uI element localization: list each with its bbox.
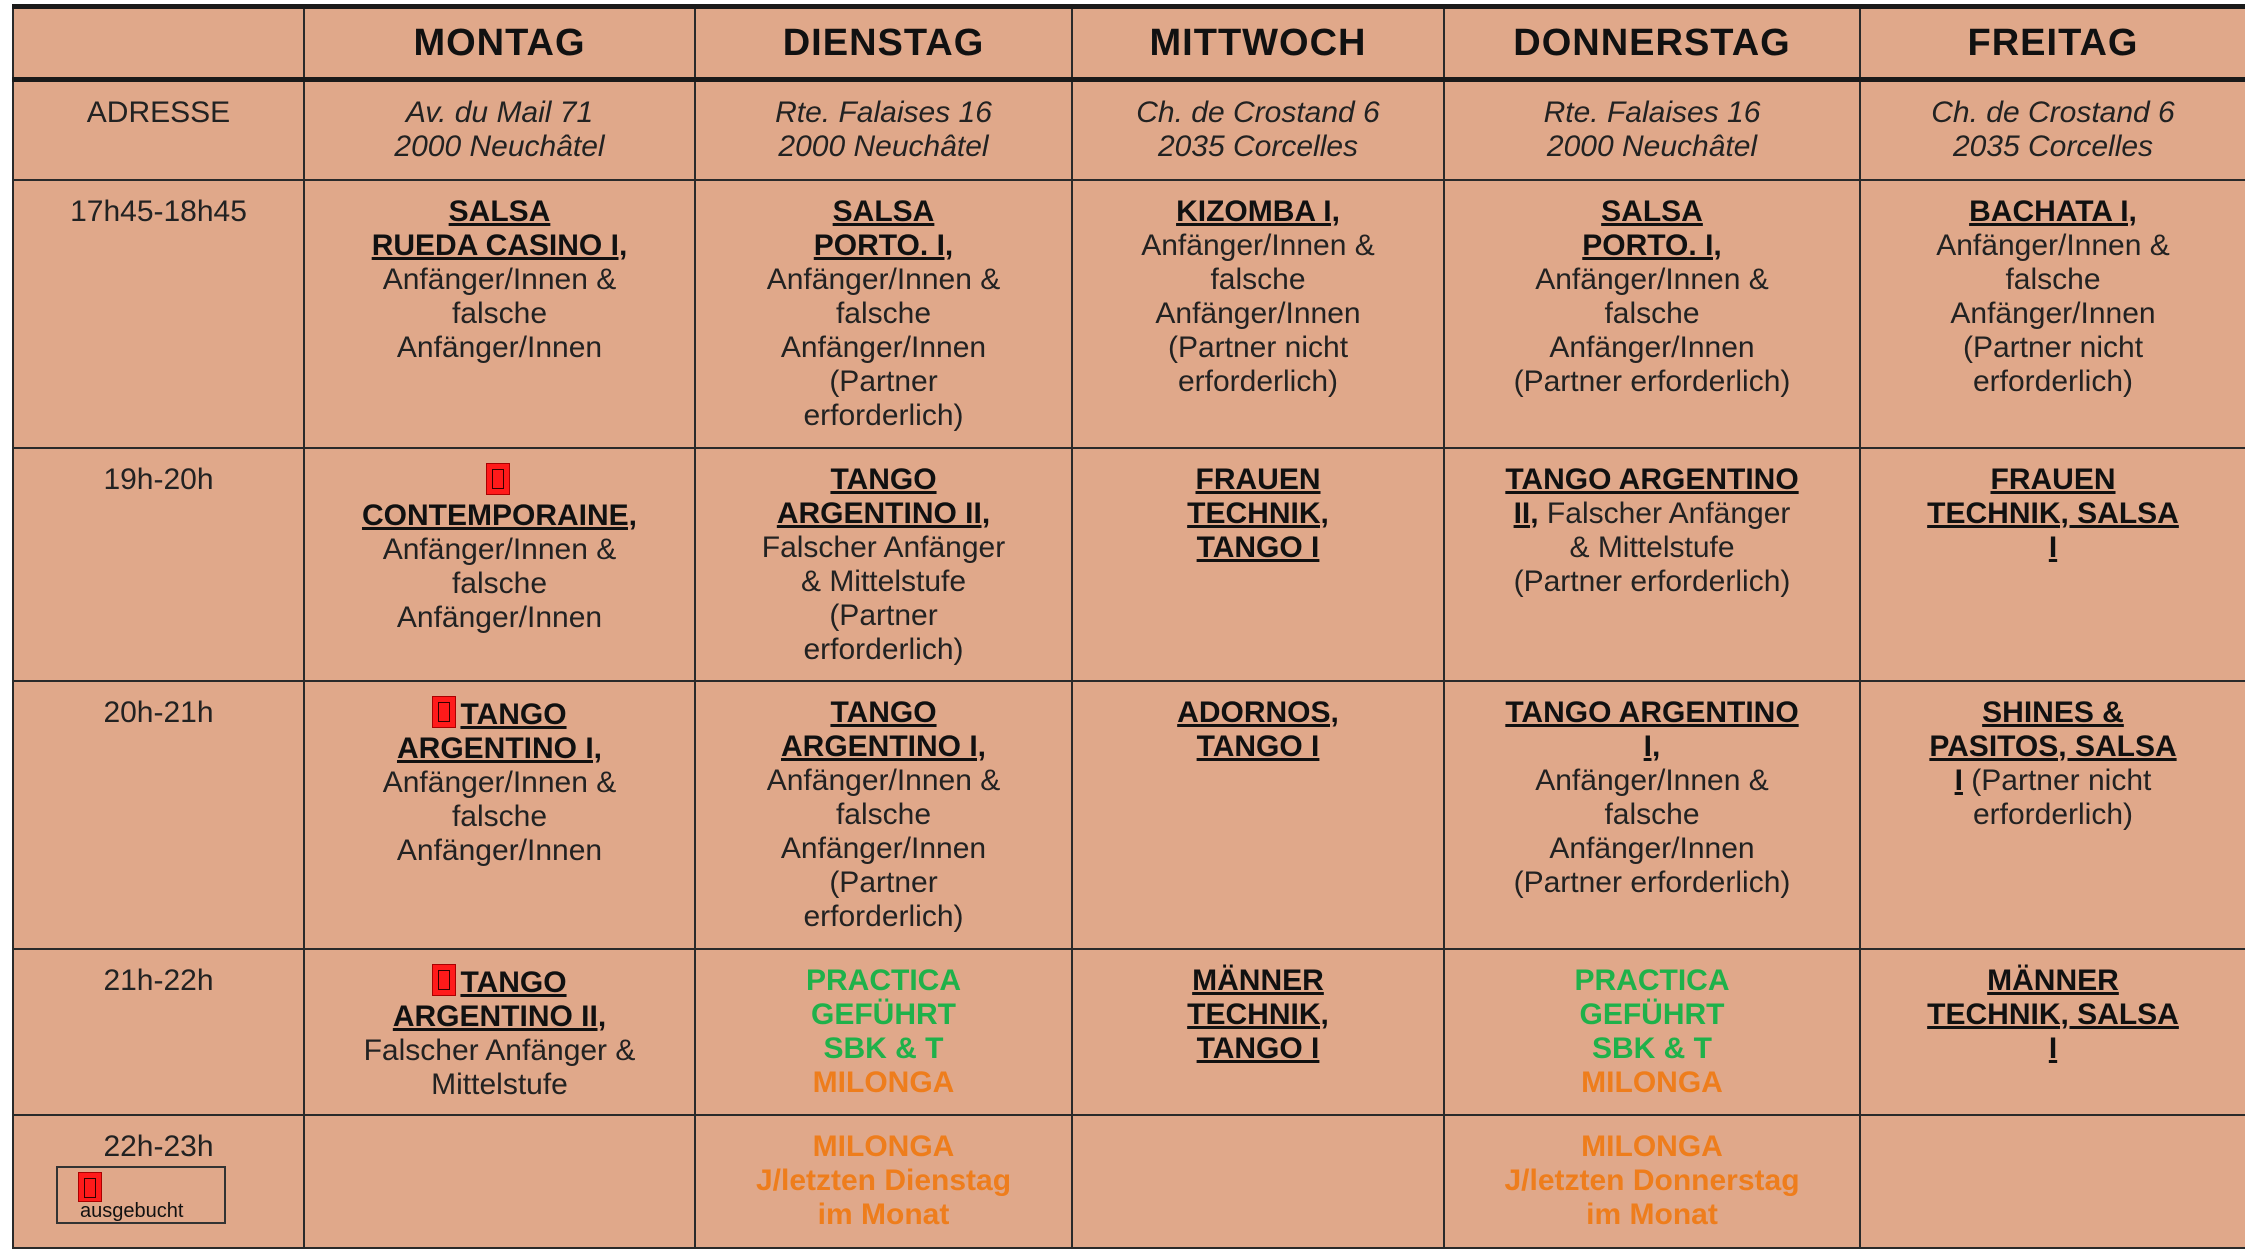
practica-label: SBK & T <box>823 1031 944 1065</box>
class-cell-friday-2200 <box>1860 1115 2245 1248</box>
course-title: II, <box>1513 496 1539 530</box>
milonga-label: im Monat <box>817 1197 950 1231</box>
course-title: ARGENTINO I, <box>780 729 986 763</box>
time-slot-label: 19h-20h <box>13 448 304 681</box>
course-title: TANGO <box>830 695 937 729</box>
address-line-city: 2035 Corcelles <box>1157 130 1359 163</box>
time-slot-label: 20h-21h <box>13 681 304 949</box>
course-level: & Mittelstufe <box>1569 530 1735 564</box>
course-note: erforderlich) <box>803 398 964 432</box>
day-header-tuesday: DIENSTAG <box>695 7 1072 80</box>
course-title: TANGO I <box>1196 729 1320 763</box>
course-level: Anfänger/Innen <box>1549 831 1755 865</box>
course-level: falsche <box>451 566 548 600</box>
address-friday <box>1860 80 2245 180</box>
course-title: RUEDA CASINO I, <box>371 228 628 262</box>
course-note: (Partner <box>829 364 938 398</box>
course-title: I <box>2048 530 2058 564</box>
address-line-street: Ch. de Crostand 6 <box>1136 96 1380 129</box>
class-cell-wednesday-2100 <box>1072 949 1444 1115</box>
header-row <box>13 7 2245 80</box>
class-cell-wednesday-1745 <box>1072 180 1444 448</box>
milonga-label: MILONGA <box>812 1129 955 1163</box>
course-note: (Partner <box>829 598 938 632</box>
course-title-line <box>315 964 684 1000</box>
course-level: Anfänger/Innen & <box>1535 262 1769 296</box>
address-tuesday <box>695 80 1072 180</box>
course-note: (Partner erforderlich) <box>1513 364 1791 398</box>
course-title: ARGENTINO II, <box>776 496 991 530</box>
course-title-line <box>1871 764 2235 798</box>
course-title: MÄNNER <box>1192 963 1324 997</box>
booked-marker-icon <box>432 696 456 728</box>
address-label: ADRESSE <box>13 80 304 180</box>
course-note: erforderlich) <box>1972 364 2134 398</box>
course-title: I <box>1954 763 1963 797</box>
practica-label: GEFÜHRT <box>1579 997 1725 1031</box>
course-level: falsche <box>835 296 932 330</box>
course-title: MÄNNER <box>1987 963 2119 997</box>
milonga-label: J/letzten Donnerstag <box>1504 1163 1800 1197</box>
course-title: TECHNIK, <box>1187 496 1329 530</box>
course-level: Anfänger/Innen & <box>382 262 617 296</box>
practica-label: GEFÜHRT <box>811 997 956 1031</box>
course-level: Mittelstufe <box>431 1067 568 1101</box>
course-level: Anfänger/Innen <box>1549 330 1755 364</box>
course-level: falsche <box>2005 262 2101 296</box>
course-title: SALSA <box>448 194 551 228</box>
class-cell-friday-1900 <box>1860 448 2245 681</box>
time-slot-row-1745 <box>13 180 2245 448</box>
booked-marker-icon <box>486 463 510 495</box>
class-cell-friday-1745 <box>1860 180 2245 448</box>
class-cell-monday-1745 <box>304 180 695 448</box>
course-title: TANGO <box>830 462 937 496</box>
course-title: PORTO. I, <box>1582 228 1722 262</box>
course-title: SALSA <box>832 194 935 228</box>
address-thursday <box>1444 80 1860 180</box>
address-wednesday <box>1072 80 1444 180</box>
course-level: falsche <box>451 296 548 330</box>
time-slot-label: 22h-23h <box>13 1115 304 1248</box>
course-title: ARGENTINO II, <box>392 999 607 1033</box>
course-title: TECHNIK, SALSA <box>1927 496 2179 530</box>
class-cell-friday-2100 <box>1860 949 2245 1115</box>
course-title: CONTEMPORAINE, <box>361 498 637 532</box>
class-cell-friday-2000 <box>1860 681 2245 949</box>
course-level: Anfänger/Innen & <box>1141 228 1375 262</box>
course-note: erforderlich) <box>1177 364 1339 398</box>
address-line-city: 2000 Neuchâtel <box>1546 130 1758 163</box>
course-title: SHINES & <box>1982 695 2124 729</box>
course-title: TANGO I <box>1196 530 1320 564</box>
class-cell-tuesday-2100 <box>695 949 1072 1115</box>
class-cell-thursday-2200 <box>1444 1115 1860 1248</box>
course-title: I, <box>1643 729 1661 763</box>
course-note: (Partner erforderlich) <box>1513 564 1791 598</box>
course-note: (Partner nicht <box>1167 330 1349 364</box>
course-title: TECHNIK, <box>1187 997 1329 1031</box>
time-slot-row-1900 <box>13 448 2245 681</box>
practica-label: PRACTICA <box>1574 963 1730 997</box>
course-note: (Partner <box>829 865 938 899</box>
course-note: erforderlich) <box>803 899 964 933</box>
time-slot-row-2000 <box>13 681 2245 949</box>
course-title: SALSA <box>1601 194 1703 228</box>
booked-legend-label: ausgebucht <box>80 1200 184 1222</box>
address-monday <box>304 80 695 180</box>
course-note: (Partner erforderlich) <box>1513 865 1791 899</box>
course-title: FRAUEN <box>1990 462 2116 496</box>
course-level: Anfänger/Innen & <box>1535 763 1769 797</box>
course-title: ARGENTINO I, <box>396 731 602 765</box>
course-level: Falscher Anfänger <box>761 530 1006 564</box>
course-level: falsche <box>1604 797 1700 831</box>
day-header-monday: MONTAG <box>304 7 695 80</box>
booked-marker-icon <box>432 964 456 996</box>
course-title: KIZOMBA I, <box>1176 194 1340 228</box>
class-cell-thursday-2000 <box>1444 681 1860 949</box>
course-level: Anfänger/Innen <box>780 831 987 865</box>
milonga-label: J/letzten Dienstag <box>755 1163 1012 1197</box>
address-line-street: Av. du Mail 71 <box>405 96 594 129</box>
class-cell-thursday-1745 <box>1444 180 1860 448</box>
address-line-street: Rte. Falaises 16 <box>775 96 992 129</box>
milonga-label: im Monat <box>1586 1197 1718 1231</box>
class-cell-tuesday-1900 <box>695 448 1072 681</box>
class-cell-tuesday-2200 <box>695 1115 1072 1248</box>
course-title: PORTO. I, <box>813 228 954 262</box>
course-level: Falscher Anfänger <box>1538 496 1791 530</box>
course-level: & Mittelstufe <box>800 564 967 598</box>
course-level: Anfänger/Innen & <box>382 765 617 799</box>
course-title: BACHATA I, <box>1969 194 2137 228</box>
day-header-thursday: DONNERSTAG <box>1444 7 1860 80</box>
address-line-street: Ch. de Crostand 6 <box>1931 96 2175 129</box>
dance-schedule-table <box>12 4 2245 1249</box>
course-level: Anfänger/Innen <box>1950 296 2156 330</box>
course-level: Anfänger/Innen <box>396 330 603 364</box>
course-level: falsche <box>1210 262 1306 296</box>
course-title: ADORNOS, <box>1177 695 1339 729</box>
class-cell-monday-2200 <box>304 1115 695 1248</box>
course-level: Falscher Anfänger & <box>363 1033 636 1067</box>
address-line-city: 2000 Neuchâtel <box>778 130 989 163</box>
class-cell-tuesday-2000 <box>695 681 1072 949</box>
course-note: (Partner nicht <box>1962 330 2144 364</box>
time-slot-label: 21h-22h <box>13 949 304 1115</box>
course-title: TECHNIK, SALSA <box>1927 997 2179 1031</box>
milonga-label: MILONGA <box>1581 1129 1723 1163</box>
course-level: falsche <box>835 797 932 831</box>
course-title: TANGO ARGENTINO <box>1505 695 1799 729</box>
course-title: TANGO <box>460 697 567 731</box>
class-cell-wednesday-2200 <box>1072 1115 1444 1248</box>
milonga-label: MILONGA <box>1581 1065 1723 1099</box>
course-note: erforderlich) <box>1972 797 2134 831</box>
booked-legend <box>56 1166 226 1224</box>
class-cell-monday-2000 <box>304 681 695 949</box>
class-cell-thursday-1900 <box>1444 448 1860 681</box>
course-title: TANGO I <box>1196 1031 1320 1065</box>
course-title: FRAUEN <box>1195 462 1321 496</box>
practica-label: PRACTICA <box>806 963 961 997</box>
address-line-street: Rte. Falaises 16 <box>1543 96 1761 129</box>
schedule-sheet <box>12 4 2245 1245</box>
course-level: Anfänger/Innen <box>1155 296 1361 330</box>
class-cell-monday-2100 <box>304 949 695 1115</box>
course-title: I <box>2048 1031 2058 1065</box>
practica-label: SBK & T <box>1592 1031 1712 1065</box>
address-line-city: 2035 Corcelles <box>1952 130 2154 163</box>
course-level: Anfänger/Innen & <box>766 763 1001 797</box>
time-slot-row-2100 <box>13 949 2245 1115</box>
course-level: Anfänger/Innen & <box>1936 228 2170 262</box>
course-title-line <box>315 696 684 732</box>
course-title: TANGO <box>460 965 567 999</box>
course-note: (Partner nicht <box>1962 763 2152 797</box>
address-row <box>13 80 2245 180</box>
day-header-friday: FREITAG <box>1860 7 2245 80</box>
course-level: Anfänger/Innen <box>396 600 603 634</box>
booked-marker-line <box>315 463 684 499</box>
course-level: Anfänger/Innen <box>780 330 987 364</box>
course-level: falsche <box>451 799 548 833</box>
header-corner <box>13 7 304 80</box>
course-title: TANGO ARGENTINO <box>1505 462 1799 496</box>
course-level: falsche <box>1604 296 1700 330</box>
class-cell-wednesday-1900 <box>1072 448 1444 681</box>
course-title-line <box>1455 497 1849 531</box>
milonga-label: MILONGA <box>812 1065 955 1099</box>
course-level: Anfänger/Innen & <box>766 262 1001 296</box>
time-slot-row-2200 <box>13 1115 2245 1248</box>
class-cell-monday-1900 <box>304 448 695 681</box>
day-header-wednesday: MITTWOCH <box>1072 7 1444 80</box>
time-slot-label: 17h45-18h45 <box>13 180 304 448</box>
class-cell-thursday-2100 <box>1444 949 1860 1115</box>
class-cell-tuesday-1745 <box>695 180 1072 448</box>
course-level: Anfänger/Innen <box>396 833 603 867</box>
class-cell-wednesday-2000 <box>1072 681 1444 949</box>
booked-marker-icon <box>78 1172 102 1202</box>
course-note: erforderlich) <box>803 632 964 666</box>
course-level: Anfänger/Innen & <box>382 532 617 566</box>
course-title: PASITOS, SALSA <box>1929 729 2177 763</box>
address-line-city: 2000 Neuchâtel <box>394 130 605 163</box>
